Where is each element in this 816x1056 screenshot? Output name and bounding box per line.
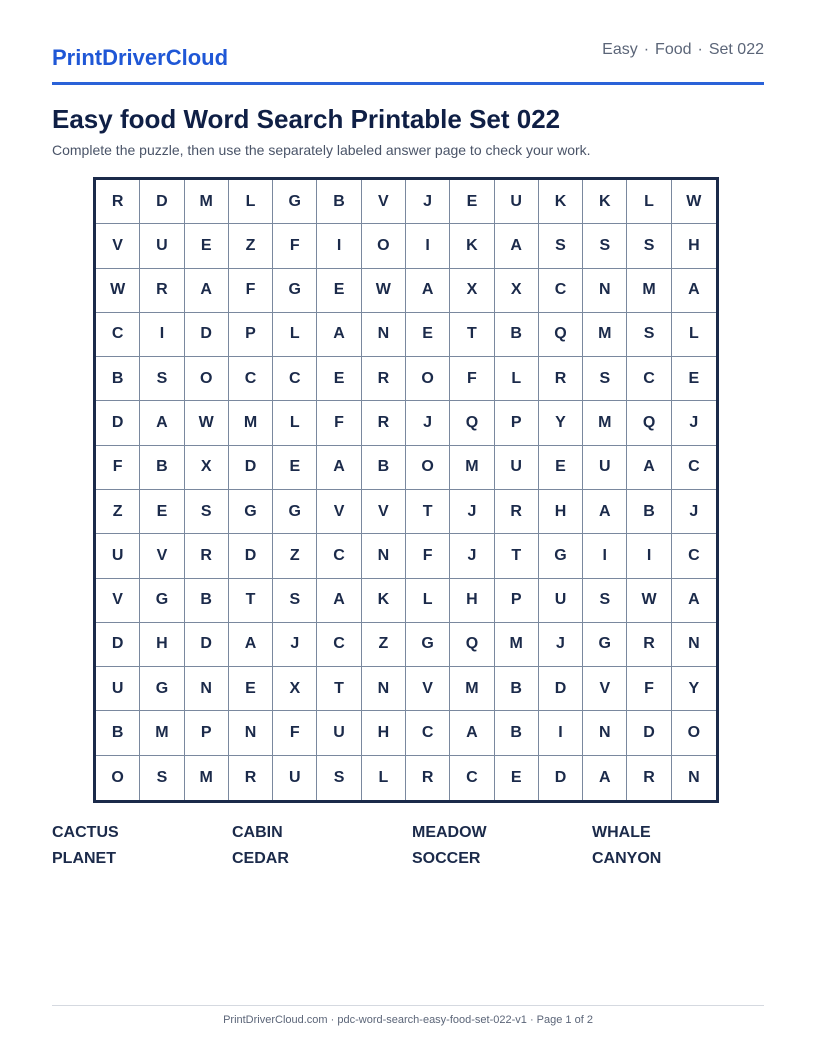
grid-cell[interactable]: I [583,534,627,578]
grid-cell[interactable]: O [96,756,140,800]
grid-cell[interactable]: B [185,579,229,623]
grid-cell[interactable]: V [406,667,450,711]
grid-cell[interactable]: E [140,490,184,534]
grid-cell[interactable]: U [495,180,539,224]
grid-cell[interactable]: M [583,313,627,357]
grid-cell[interactable]: A [317,579,361,623]
grid-cell[interactable]: A [583,490,627,534]
grid-cell[interactable]: L [273,313,317,357]
grid-cell[interactable]: P [495,401,539,445]
grid-cell[interactable]: C [450,756,494,800]
breadcrumb-separator: · [643,41,650,58]
grid-cell[interactable]: L [406,579,450,623]
grid-cell[interactable]: X [495,269,539,313]
grid-cell[interactable]: H [362,711,406,755]
grid-cell[interactable]: L [273,401,317,445]
grid-cell[interactable]: A [317,313,361,357]
grid-cell[interactable]: F [229,269,273,313]
grid-cell[interactable]: I [140,313,184,357]
grid-cell[interactable]: W [185,401,229,445]
grid-cell[interactable]: B [495,667,539,711]
grid-cell[interactable]: K [450,224,494,268]
word-list-item: SOCCER [412,850,481,867]
word-list-item: CABIN [232,824,283,841]
grid-cell[interactable]: R [185,534,229,578]
grid-cell[interactable]: L [672,313,716,357]
grid-cell[interactable]: T [450,313,494,357]
grid-cell[interactable]: J [672,401,716,445]
grid-cell[interactable]: S [185,490,229,534]
page-footer: PrintDriverCloud.com · pdc-word-search-easy-food-set-022-v1 · Page 1 of 2 [223,1014,593,1026]
grid-cell[interactable]: B [627,490,671,534]
grid-cell[interactable]: Z [96,490,140,534]
grid-cell[interactable]: O [406,357,450,401]
footer-divider [52,1005,764,1006]
word-list [52,824,764,868]
grid-cell[interactable]: G [273,269,317,313]
grid-cell[interactable]: T [495,534,539,578]
grid-cell[interactable]: U [96,534,140,578]
grid-cell[interactable]: D [185,623,229,667]
grid-cell[interactable]: A [627,446,671,490]
grid-cell[interactable]: U [495,446,539,490]
grid-cell[interactable]: M [450,667,494,711]
grid-cell[interactable]: H [672,224,716,268]
grid-cell[interactable]: N [229,711,273,755]
grid-cell[interactable]: E [317,357,361,401]
grid-cell[interactable]: E [495,756,539,800]
grid-cell[interactable]: E [672,357,716,401]
grid-cell[interactable]: I [406,224,450,268]
grid-cell[interactable]: G [539,534,583,578]
grid-cell[interactable]: V [317,490,361,534]
grid-cell[interactable]: V [96,579,140,623]
grid-cell[interactable]: G [583,623,627,667]
grid-cell[interactable]: V [96,224,140,268]
grid-cell[interactable]: A [672,269,716,313]
grid-cell[interactable]: G [229,490,273,534]
grid-cell[interactable]: J [539,623,583,667]
grid-cell[interactable]: O [362,224,406,268]
grid-cell[interactable]: S [140,357,184,401]
grid-cell[interactable]: C [672,446,716,490]
grid-cell[interactable]: B [362,446,406,490]
page-subtitle: Complete the puzzle, then use the separately labeled answer page to check your work. [52,142,591,158]
grid-cell[interactable]: M [450,446,494,490]
grid-cell[interactable]: C [539,269,583,313]
grid-cell[interactable]: J [273,623,317,667]
grid-cell[interactable]: U [583,446,627,490]
breadcrumb-item-set[interactable]: Set 022 [708,41,764,58]
grid-cell[interactable]: O [406,446,450,490]
grid-cell[interactable]: O [185,357,229,401]
grid-cell[interactable]: J [672,490,716,534]
grid-cell[interactable]: E [273,446,317,490]
grid-cell[interactable]: B [495,711,539,755]
grid-cell[interactable]: Z [362,623,406,667]
grid-cell[interactable]: T [317,667,361,711]
grid-cell[interactable]: B [96,357,140,401]
grid-cell[interactable]: H [140,623,184,667]
word-list-item: PLANET [52,850,116,867]
grid-cell[interactable]: R [362,401,406,445]
grid-cell[interactable]: C [96,313,140,357]
grid-cell[interactable]: S [140,756,184,800]
grid-cell[interactable]: R [539,357,583,401]
grid-cell[interactable]: U [539,579,583,623]
grid-cell[interactable]: I [317,224,361,268]
grid-cell[interactable]: F [317,401,361,445]
grid-cell[interactable]: R [495,490,539,534]
grid-cell[interactable]: R [627,756,671,800]
grid-cell[interactable]: A [140,401,184,445]
grid-cell[interactable]: Y [539,401,583,445]
grid-cell[interactable]: E [539,446,583,490]
grid-cell[interactable]: C [672,534,716,578]
grid-cell[interactable]: D [96,401,140,445]
grid-cell[interactable]: N [583,269,627,313]
grid-cell[interactable]: T [406,490,450,534]
grid-cell[interactable]: B [140,446,184,490]
grid-cell[interactable]: M [140,711,184,755]
grid-cell[interactable]: K [539,180,583,224]
grid-cell[interactable]: J [450,534,494,578]
worksheet-page [52,0,764,1056]
grid-cell[interactable]: P [229,313,273,357]
grid-cell[interactable]: N [362,534,406,578]
grid-cell[interactable]: E [229,667,273,711]
grid-cell[interactable]: S [583,224,627,268]
grid-cell[interactable]: S [627,313,671,357]
grid-cell[interactable]: H [539,490,583,534]
grid-cell[interactable]: A [317,446,361,490]
grid-cell[interactable]: F [273,711,317,755]
grid-cell[interactable]: A [495,224,539,268]
grid-cell[interactable]: G [273,180,317,224]
grid-cell[interactable]: C [627,357,671,401]
grid-cell[interactable]: Y [672,667,716,711]
grid-cell[interactable]: V [583,667,627,711]
grid-cell[interactable]: N [185,667,229,711]
grid-cell[interactable]: L [627,180,671,224]
grid-cell[interactable]: Q [450,623,494,667]
grid-cell[interactable]: E [317,269,361,313]
page-title: Easy food Word Search Printable Set 022 [52,104,561,134]
grid-cell[interactable]: D [140,180,184,224]
grid-cell[interactable]: K [362,579,406,623]
grid-cell[interactable]: P [185,711,229,755]
breadcrumb-item-topic[interactable]: Food [655,41,692,58]
grid-cell[interactable]: U [96,667,140,711]
grid-cell[interactable]: N [688,768,700,786]
grid-cell[interactable]: G [140,579,184,623]
grid-cell[interactable]: Z [273,534,317,578]
grid-cell[interactable]: H [450,579,494,623]
grid-cell[interactable]: D [185,313,229,357]
grid-cell[interactable]: Z [229,224,273,268]
grid-cell[interactable]: N [362,667,406,711]
grid-cell[interactable]: D [229,534,273,578]
word-list-item: CANYON [592,850,662,867]
grid-cell[interactable]: N [583,711,627,755]
grid-cell[interactable]: T [229,579,273,623]
grid-cell[interactable]: D [96,623,140,667]
grid-cell[interactable]: C [273,357,317,401]
grid-cell[interactable]: W [672,180,716,224]
grid-cell[interactable]: C [317,534,361,578]
grid-cell[interactable]: M [627,269,671,313]
grid-cell[interactable]: F [96,446,140,490]
grid-cell[interactable]: J [406,180,450,224]
grid-cell[interactable]: Q [450,401,494,445]
grid-cell[interactable]: M [229,401,273,445]
grid-cell[interactable]: S [273,579,317,623]
grid-cell[interactable]: F [450,357,494,401]
word-list-item: CACTUS [52,824,119,841]
grid-cell[interactable]: O [672,711,716,755]
grid-cell[interactable]: D [627,711,671,755]
grid-cell[interactable]: Q [539,313,583,357]
grid-cell[interactable]: M [185,756,229,800]
grid-cell[interactable]: S [627,224,671,268]
grid-cell[interactable]: C [406,711,450,755]
grid-cell[interactable]: E [450,180,494,224]
grid-cell[interactable]: N [362,313,406,357]
grid-cell[interactable]: G [406,623,450,667]
grid-cell[interactable]: V [362,490,406,534]
grid-cell[interactable]: R [96,180,140,224]
grid-cell[interactable]: W [362,269,406,313]
grid-cell[interactable]: G [273,490,317,534]
grid-cell[interactable]: R [229,756,273,800]
grid-cell[interactable]: R [406,756,450,800]
grid-cell[interactable]: C [317,623,361,667]
word-search-grid [93,177,719,803]
grid-cell[interactable]: D [539,667,583,711]
grid-cell[interactable]: L [229,180,273,224]
grid-cell[interactable]: R [627,623,671,667]
grid-cell[interactable]: A [672,579,716,623]
grid-cell[interactable]: L [362,756,406,800]
word-list-item: WHALE [592,824,651,841]
grid-cell[interactable]: E [185,224,229,268]
grid-cell[interactable]: S [317,756,361,800]
grid-cell[interactable]: F [627,667,671,711]
word-list-item: CEDAR [232,850,289,867]
grid-cell[interactable]: Q [627,401,671,445]
grid-cell[interactable]: F [406,534,450,578]
grid-cell[interactable]: I [627,534,671,578]
grid-cell[interactable]: W [96,269,140,313]
grid-cell[interactable]: A [406,269,450,313]
grid-cell[interactable]: J [406,401,450,445]
grid-cell[interactable]: A [185,269,229,313]
grid-cell[interactable]: S [539,224,583,268]
grid-cell[interactable]: B [96,711,140,755]
grid-cell[interactable]: A [583,756,627,800]
grid-cell[interactable]: D [539,756,583,800]
grid-cell[interactable]: P [495,579,539,623]
grid-cell[interactable]: S [583,579,627,623]
grid-cell[interactable]: D [229,446,273,490]
grid-cell[interactable]: I [539,711,583,755]
grid-cell[interactable]: B [495,313,539,357]
grid-cell[interactable]: J [450,490,494,534]
grid-cell[interactable]: K [583,180,627,224]
header-divider [52,82,764,85]
grid-cell[interactable]: A [450,711,494,755]
grid-cell[interactable]: U [273,756,317,800]
grid-cell[interactable]: L [495,357,539,401]
grid-cell[interactable]: X [450,269,494,313]
grid-cell[interactable]: U [140,224,184,268]
grid-cell[interactable]: F [273,224,317,268]
grid-cell[interactable]: S [583,357,627,401]
grid-cell[interactable]: R [362,357,406,401]
grid-cell[interactable]: E [406,313,450,357]
breadcrumb-separator: · [697,41,703,58]
grid-cell[interactable]: R [140,269,184,313]
grid-cell[interactable]: M [495,623,539,667]
brand-logo-text[interactable]: PrintDriverCloud [52,45,229,70]
word-list-item: MEADOW [412,824,487,841]
grid-cell[interactable]: V [362,180,406,224]
grid-cell[interactable]: M [583,401,627,445]
grid-cell[interactable]: W [627,579,671,623]
grid-cell[interactable]: X [273,667,317,711]
grid-cell[interactable]: U [317,711,361,755]
grid-cell[interactable]: B [317,180,361,224]
breadcrumb-item-difficulty[interactable]: Easy [602,41,638,58]
grid-cell[interactable]: M [185,180,229,224]
grid-cell[interactable]: V [140,534,184,578]
grid-cell[interactable]: N [672,623,716,667]
grid-cell[interactable]: A [229,623,273,667]
grid-cell[interactable]: X [185,446,229,490]
grid-cell[interactable]: G [140,667,184,711]
breadcrumb [602,41,764,59]
grid-cell[interactable]: C [229,357,273,401]
